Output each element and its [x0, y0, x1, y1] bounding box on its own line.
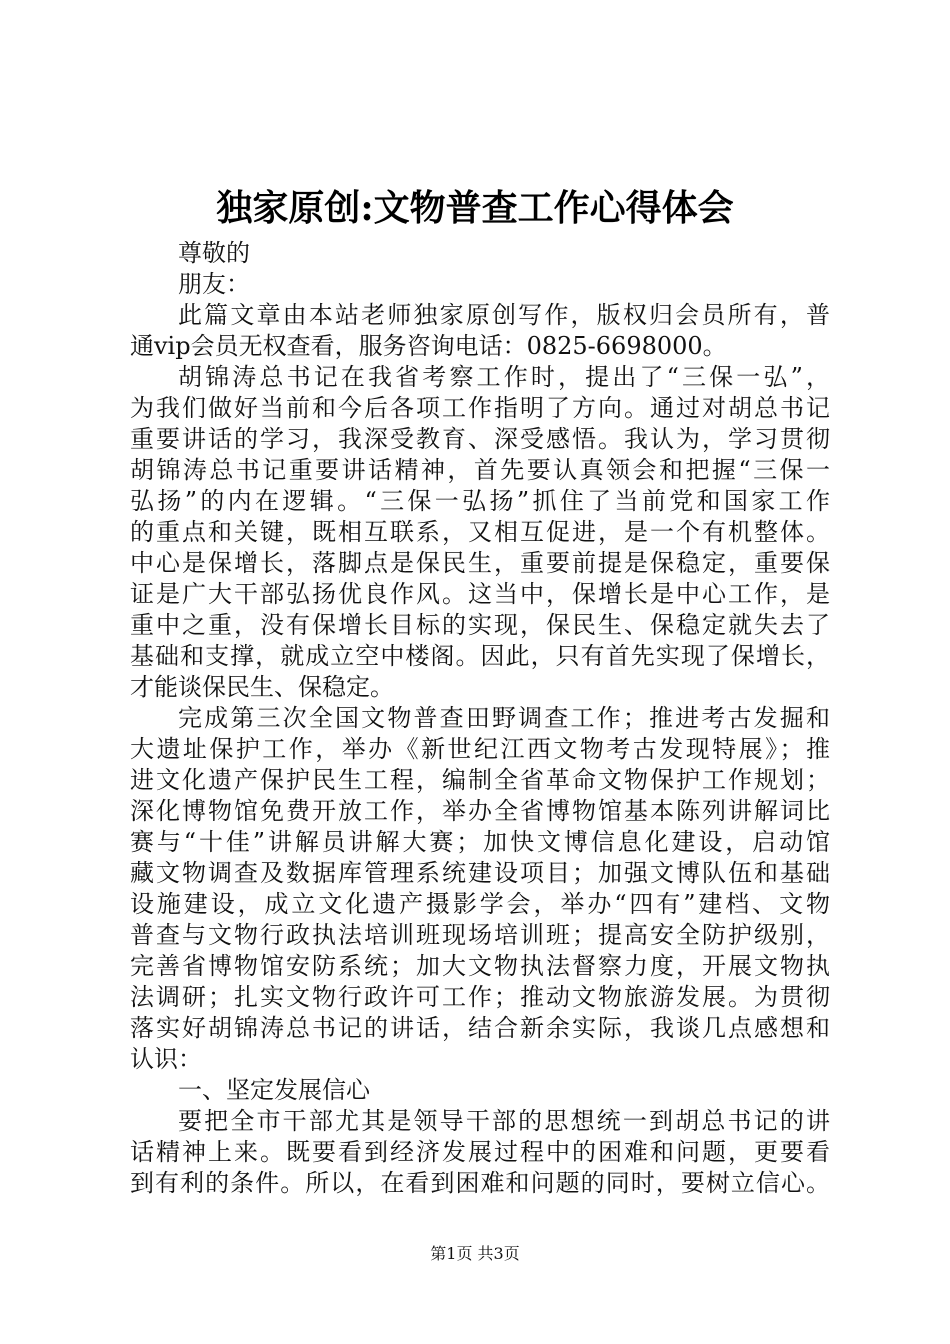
text-line: 普查与文物行政执法培训班现场培训班；提高安全防护级别，	[130, 921, 830, 949]
text-line: 一、坚定发展信心	[178, 1076, 370, 1104]
text-line: 朋友：	[178, 270, 250, 298]
document-title: 独家原创:文物普查工作心得体会	[216, 187, 734, 229]
text-line: 藏文物调查及数据库管理系统建设项目；加强文博队伍和基础	[130, 859, 830, 887]
text-line: 此篇文章由本站老师独家原创写作，版权归会员所有，普	[178, 301, 830, 329]
text-line: 弘扬”的内在逻辑。“三保一弘扬”抓住了当前党和国家工作	[130, 487, 830, 515]
text-line: 胡锦涛总书记在我省考察工作时，提出了“三保一弘”，	[178, 363, 830, 391]
text-line: 重要讲话的学习，我深受教育、深受感悟。我认为，学习贯彻	[130, 425, 830, 453]
text-line: 进文化遗产保护民生工程，编制全省革命文物保护工作规划；	[130, 766, 830, 794]
text-line: 的重点和关键，既相互联系，又相互促进，是一个有机整体。	[130, 518, 830, 546]
text-line: 胡锦涛总书记重要讲话精神，首先要认真领会和把握“三保一	[130, 456, 830, 484]
text-line: 赛与“十佳”讲解员讲解大赛；加快文博信息化建设，启动馆	[130, 828, 830, 856]
text-line: 要把全市干部尤其是领导干部的思想统一到胡总书记的讲	[178, 1107, 830, 1135]
text-line: 完善省博物馆安防系统；加大文物执法督察力度，开展文物执	[130, 952, 830, 980]
text-line: 证是广大干部弘扬优良作风。这当中，保增长是中心工作，是	[130, 580, 830, 608]
text-line: 基础和支撑，就成立空中楼阁。因此，只有首先实现了保增长，	[130, 642, 830, 670]
text-line: 为我们做好当前和今后各项工作指明了方向。通过对胡总书记	[130, 394, 830, 422]
text-line: 深化博物馆免费开放工作，举办全省博物馆基本陈列讲解词比	[130, 797, 830, 825]
text-line: 话精神上来。既要看到经济发展过程中的困难和问题，更要看	[130, 1138, 830, 1166]
text-line: 才能谈保民生、保稳定。	[130, 673, 394, 701]
text-line: 重中之重，没有保增长目标的实现，保民生、保稳定就失去了	[130, 611, 830, 639]
text-line: 完成第三次全国文物普查田野调查工作；推进考古发掘和	[178, 704, 830, 732]
text-line: 中心是保增长，落脚点是保民生，重要前提是保稳定，重要保	[130, 549, 830, 577]
text-line: 通vip会员无权查看，服务咨询电话：0825-6698000。	[130, 332, 727, 360]
text-line: 大遗址保护工作，举办《新世纪江西文物考古发现特展》；推	[130, 735, 830, 763]
text-line: 尊敬的	[178, 239, 250, 267]
document-body	[130, 238, 830, 1199]
text-line: 落实好胡锦涛总书记的讲话，结合新余实际，我谈几点感想和	[130, 1014, 830, 1042]
text-line: 设施建设，成立文化遗产摄影学会，举办“四有”建档、文物	[130, 890, 830, 918]
text-line: 法调研；扎实文物行政许可工作；推动文物旅游发展。为贯彻	[130, 983, 830, 1011]
page-footer: 第1页 共3页	[430, 1244, 520, 1263]
text-line: 认识：	[130, 1045, 202, 1073]
text-line: 到有利的条件。所以，在看到困难和问题的同时，要树立信心。	[130, 1169, 830, 1197]
